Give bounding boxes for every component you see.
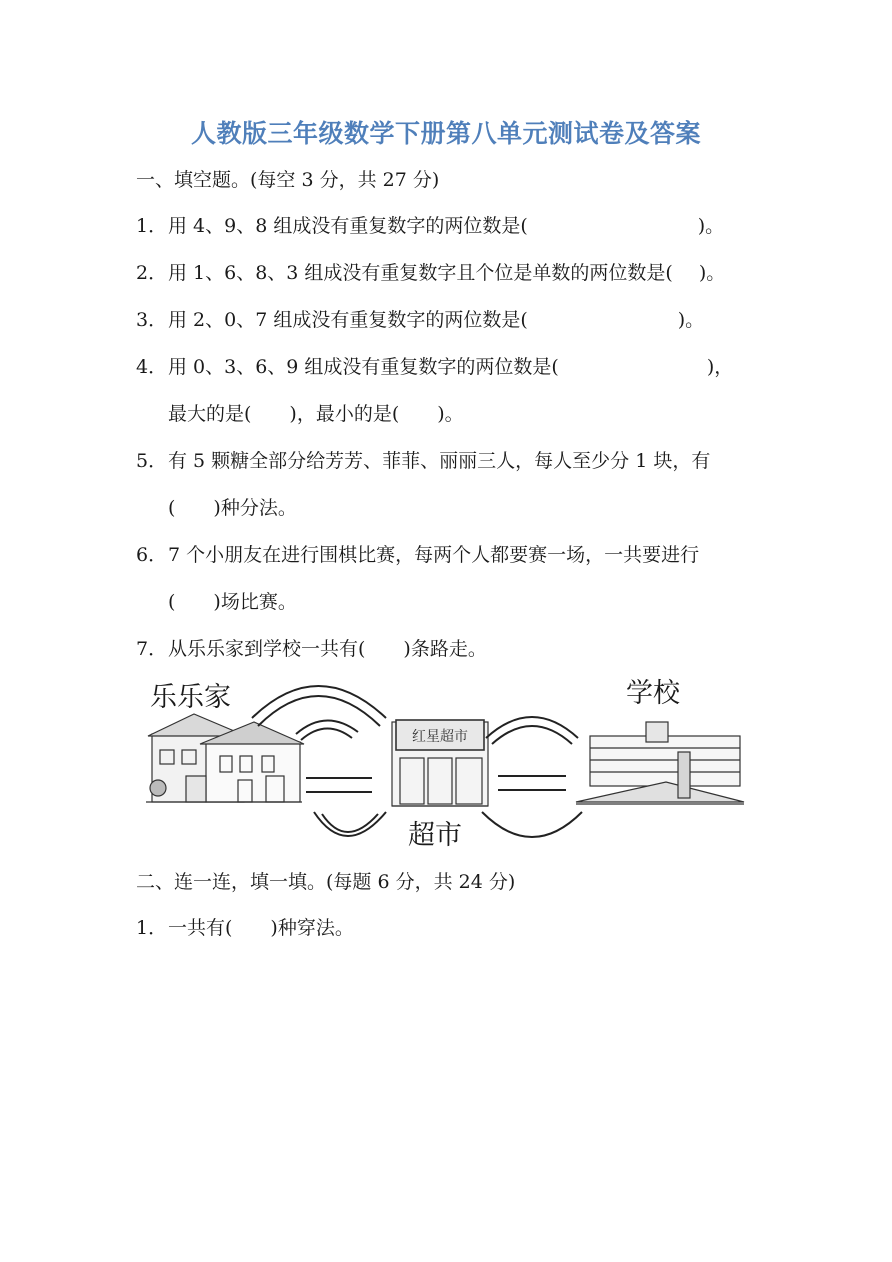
question-close: )。: [698, 262, 726, 284]
question-text: 一共有(: [168, 917, 233, 939]
question-text: 最大的是(: [168, 403, 252, 425]
question-number: 6．: [136, 544, 168, 566]
question-4-line-2: [168, 402, 464, 426]
question-text: 用 2、0、7 组成没有重复数字的两位数是(: [168, 309, 528, 331]
question-number: 5．: [136, 450, 168, 472]
question-text: (: [168, 497, 176, 519]
section-2-heading: 二、连一连，填一填。(每题 6 分，共 24 分): [136, 871, 516, 893]
question-number: 7．: [136, 638, 168, 660]
question-text: 用 4、9、8 组成没有重复数字的两位数是(: [168, 215, 528, 237]
question-6: [136, 543, 699, 567]
page-title: 人教版三年级数学下册第八单元测试卷及答案: [190, 119, 701, 148]
school-building-icon: [576, 722, 744, 804]
route-arcs-right: [482, 717, 582, 837]
question-close: )。: [697, 215, 725, 237]
market-label: 超市: [408, 820, 462, 851]
home-building-icon: [146, 714, 304, 802]
question-text: )，最小的是(: [289, 403, 400, 425]
question-1: [136, 214, 724, 238]
question-text: (: [168, 591, 176, 613]
question-text: 7 个小朋友在进行围棋比赛，每两个人都要赛一场，一共要进行: [168, 544, 700, 566]
question-number: 3．: [136, 309, 168, 331]
question-6-line-2: [168, 590, 297, 614]
question-number: 1．: [136, 917, 168, 939]
question-close: )种穿法。: [270, 917, 354, 939]
market-sign: 红星超市: [412, 729, 468, 745]
route-diagram: [146, 672, 748, 854]
question-number: 1．: [136, 215, 168, 237]
question-2: [136, 261, 725, 285]
section-2-question-1: [136, 916, 354, 940]
question-close: )种分法。: [213, 497, 297, 519]
question-5-line-2: [168, 496, 297, 520]
question-number: 4．: [136, 356, 168, 378]
school-label: 学校: [626, 678, 680, 709]
question-4: [136, 355, 733, 379]
question-5: [136, 449, 710, 473]
question-text: 用 0、3、6、9 组成没有重复数字的两位数是(: [168, 356, 559, 378]
question-text: 从乐乐家到学校一共有(: [168, 638, 366, 660]
question-close: )条路走。: [403, 638, 487, 660]
question-7: [136, 637, 487, 661]
question-close: )，: [706, 356, 734, 378]
question-close: )。: [437, 403, 464, 425]
section-1-heading: 一、填空题。(每空 3 分，共 27 分): [136, 169, 440, 191]
question-number: 2．: [136, 262, 168, 284]
supermarket-building-icon: [392, 720, 488, 806]
question-close: )。: [677, 309, 705, 331]
home-label: 乐乐家: [150, 682, 231, 713]
question-3: [136, 308, 704, 332]
route-illustration: [146, 672, 748, 854]
question-close: )场比赛。: [213, 591, 297, 613]
question-text: 有 5 颗糖全部分给芳芳、菲菲、丽丽三人，每人至少分 1 块，有: [168, 450, 711, 472]
question-text: 用 1、6、8、3 组成没有重复数字且个位是单数的两位数是(: [168, 262, 673, 284]
